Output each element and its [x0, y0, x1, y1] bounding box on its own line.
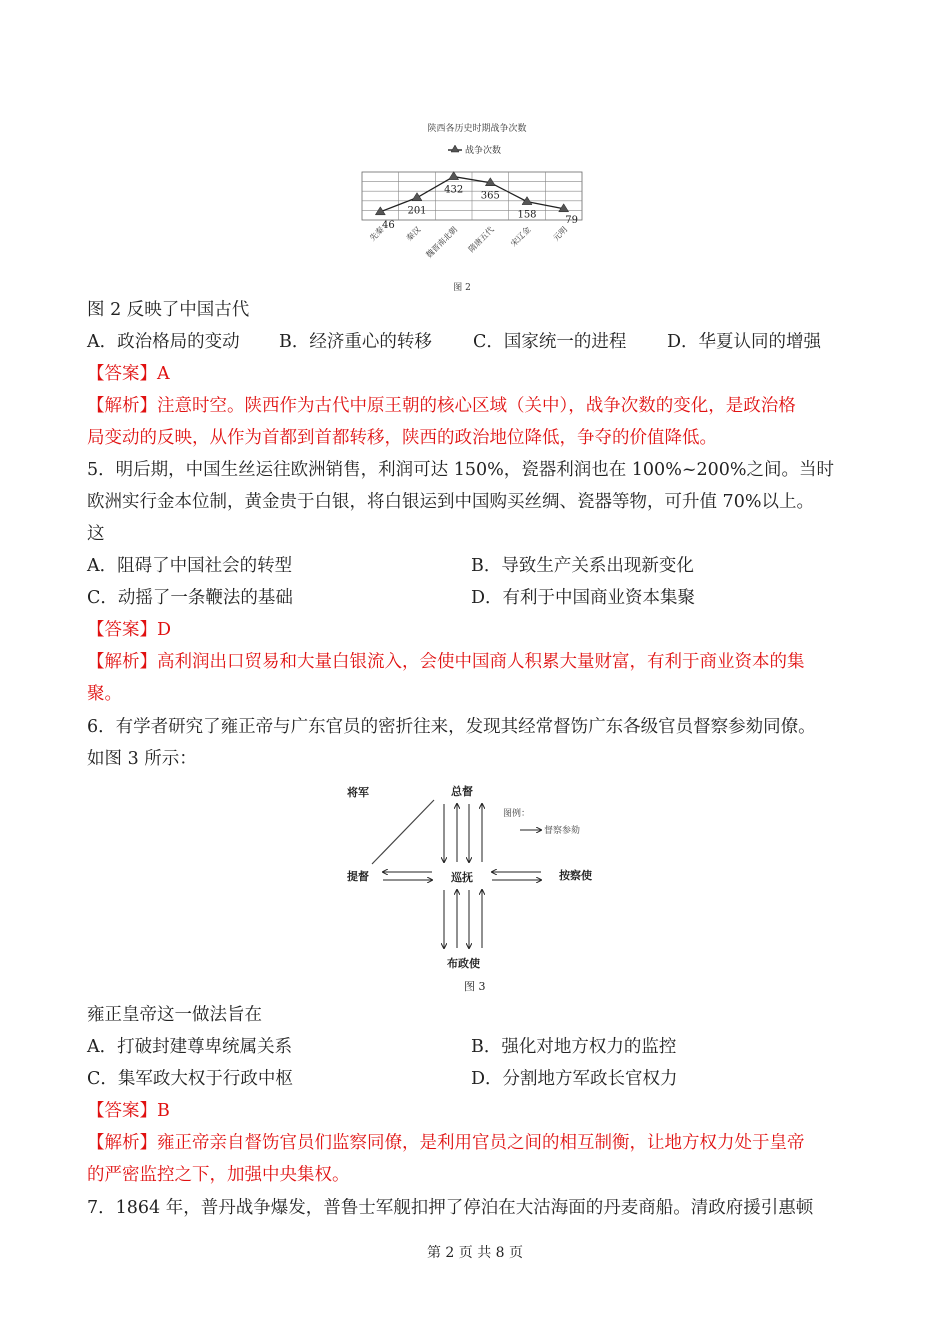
x-tick-label: 隋唐五代 [466, 225, 496, 255]
q6-analysis-cont: 的严密监控之下，加强中央集权。 [87, 1165, 350, 1185]
chart-caption: 图 2 [453, 283, 471, 293]
q4-analysis: 【解析】注意时空。陕西作为古代中原王朝的核心区域（关中），战争次数的变化，是政治格 [87, 396, 796, 416]
node-general: 将军 [347, 786, 369, 799]
data-label: 79 [565, 214, 579, 226]
q7-stem-1: 7．1864 年，普丹战争爆发，普鲁士军舰扣押了停泊在大沽海面的丹麦商船。清政府援引惠顿 [87, 1198, 814, 1218]
diagram-caption: 图 3 [464, 980, 486, 993]
chart-title: 陕西各历史时期战争次数 [427, 124, 527, 134]
option-c: C．动摇了一条鞭法的基础 [87, 588, 293, 608]
q5-analysis-cont: 聚。 [87, 684, 122, 704]
q4-answer: 【答案】A [87, 364, 170, 384]
node-treasurer: 布政使 [447, 957, 480, 970]
q6-options-row2 [87, 1065, 867, 1090]
q5-stem-3: 这 [87, 524, 105, 544]
x-tick-label: 魏晋南北朝 [424, 225, 460, 260]
x-tick-label: 元明 [551, 225, 570, 243]
diagonal-line [372, 800, 434, 864]
q4-stem: 图 2 反映了中国古代 [87, 300, 250, 320]
legend-text: 督察参劾 [544, 826, 581, 836]
q6-stem-1: 6．有学者研究了雍正帝与广东官员的密折往来，发现其经常督饬广东各级官员督察参劾同僚。 [87, 717, 816, 737]
legend-title: 图例： [503, 809, 531, 819]
node-judicial-commissioner: 按察使 [559, 869, 592, 882]
option-d: D．华夏认同的增强 [667, 332, 822, 352]
q5-answer: 【答案】D [87, 620, 172, 640]
option-d: D．有利于中国商业资本集聚 [471, 588, 696, 608]
x-tick-label: 宋辽金 [509, 225, 533, 249]
q6-options-row1 [87, 1033, 867, 1058]
node-governor: 巡抚 [451, 871, 473, 884]
node-governor-general: 总督 [451, 785, 473, 798]
q5-stem-1: 5．明后期，中国生丝运往欧洲销售，利润可达 150%，瓷器利润也在 100%~200%之间。当时 [87, 460, 835, 480]
page-footer: 第 2 页 共 8 页 [426, 1245, 524, 1261]
q6-analysis: 【解析】雍正帝亲自督饬官员们监察同僚，是利用官员之间的相互制衡，让地方权力处于皇帝 [87, 1133, 805, 1153]
node-provincial-commander: 提督 [347, 870, 369, 883]
q5-analysis: 【解析】高利润出口贸易和大量白银流入，会使中国商人积累大量财富，有利于商业资本的集 [87, 652, 805, 672]
option-b: B．导致生产关系出现新变化 [471, 556, 694, 576]
x-tick-label: 秦汉 [404, 225, 423, 243]
legend-label: 战争次数 [465, 146, 502, 156]
q6-answer: 【答案】B [87, 1101, 170, 1121]
option-a: A．打破封建尊卑统属关系 [87, 1037, 293, 1057]
x-tick-label: 先秦 [368, 225, 386, 243]
option-a: A．阻碍了中国社会的转型 [87, 556, 293, 576]
data-label: 365 [480, 190, 500, 202]
data-label: 201 [407, 205, 427, 217]
data-label: 46 [381, 219, 395, 231]
q6-stem-2: 如图 3 所示： [87, 749, 197, 769]
data-label: 158 [517, 209, 537, 221]
q5-stem-2: 欧洲实行金本位制，黄金贵于白银，将白银运到中国购买丝绸、瓷器等物，可升值 70%以上。 [87, 492, 814, 512]
q4-analysis-cont: 局变动的反映，从作为首都到首都转移，陕西的政治地位降低，争夺的价值降低。 [87, 428, 717, 448]
q6-stem: 雍正皇帝这一做法旨在 [87, 1005, 262, 1025]
data-label: 432 [444, 184, 464, 196]
option-d: D．分割地方军政长官权力 [471, 1069, 678, 1089]
option-b: B．经济重心的转移 [279, 332, 432, 352]
option-b: B．强化对地方权力的监控 [471, 1037, 677, 1057]
option-a: A．政治格局的变动 [87, 332, 240, 352]
option-c: C．集军政大权于行政中枢 [87, 1069, 293, 1089]
option-c: C．国家统一的进程 [473, 332, 627, 352]
